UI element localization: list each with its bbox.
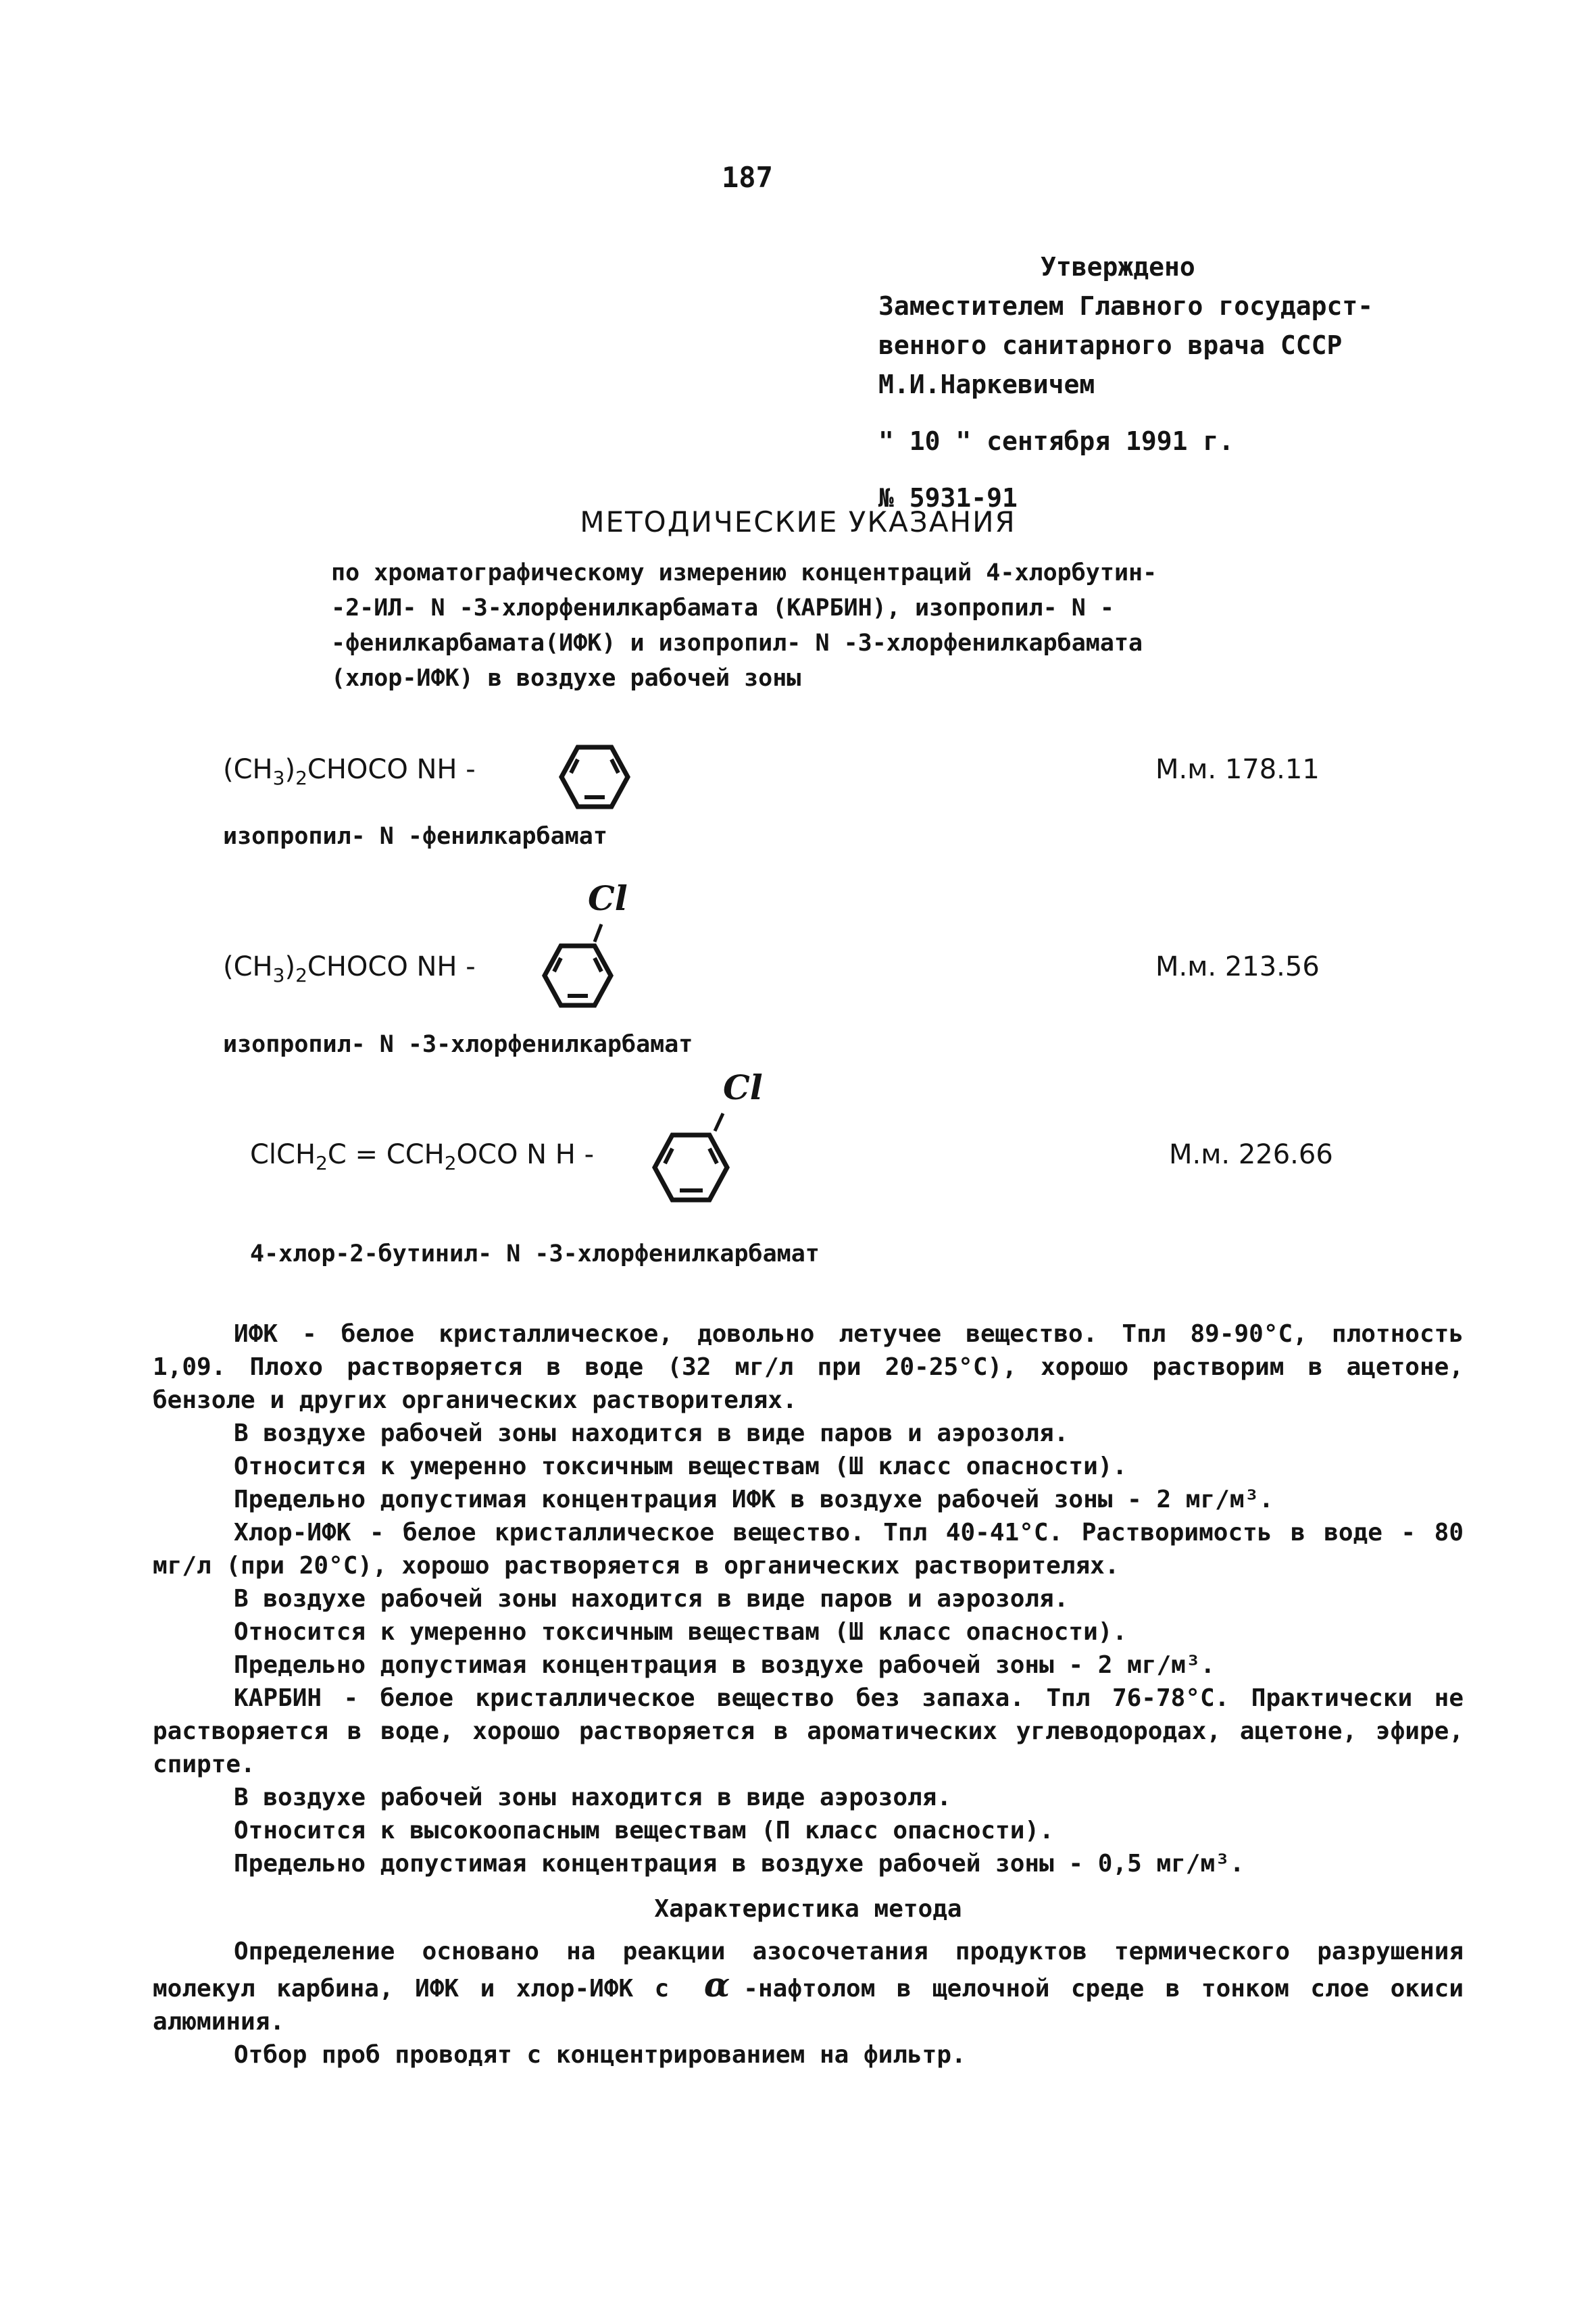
approval-line: М.И.Наркевичем — [878, 370, 1095, 399]
molecular-mass: М.м. 226.66 — [1169, 1139, 1333, 1170]
paragraph: КАРБИН - белое кристаллическое вещество без запаха. Тпл 76-78°С. Практически не растворяется в воде, хорошо растворяется в ароматических углеводородах, ацетоне, эфире, спирте. — [153, 1684, 1464, 1778]
approval-line: Заместителем Главного государст- — [878, 291, 1374, 321]
paragraph: Предельно допустимая концентрация ИФК в воздухе рабочей зоны - 2 мг/м³. — [234, 1486, 1274, 1513]
paragraph: Относится к высокоопасным веществам (П класс опасности). — [234, 1817, 1054, 1844]
chlorobenzene-ring-icon — [534, 919, 649, 1013]
chlorobenzene-ring-icon — [635, 1108, 764, 1209]
molecular-mass: М.м. 213.56 — [1155, 951, 1320, 982]
approval-block — [878, 247, 1487, 518]
approval-date: " 10 " сентября 1991 г. — [878, 426, 1235, 456]
subtitle-line: -2-ИЛ- N -3-хлорфенилкарбамата (КАРБИН), изопропил- N - — [331, 595, 1114, 622]
paragraph: В воздухе рабочей зоны находится в виде паров и аэрозоля. — [234, 1419, 1069, 1447]
paragraph: Предельно допустимая концентрация в воздухе рабочей зоны - 2 мг/м³. — [234, 1651, 1216, 1679]
approval-heading: Утверждено — [1041, 252, 1195, 282]
body-text — [153, 1317, 1464, 2071]
paragraph: Отбор проб проводят с концентрированием на фильтр. — [234, 2041, 966, 2069]
compound-name: изопропил- N -3-хлорфенилкарбамат — [223, 1031, 693, 1058]
chlorine-label: Cl — [723, 1067, 763, 1107]
paragraph: В воздухе рабочей зоны находится в виде аэрозоля. — [234, 1784, 952, 1811]
page-number: 187 — [722, 161, 773, 194]
structural-formula: $(CH_3)_2CHOCO$ NH - — [223, 754, 476, 789]
chlorine-label: Cl — [588, 878, 628, 918]
compound-name: 4-хлор-2-бутинил- N -3-хлорфенилкарбамат — [250, 1240, 820, 1267]
paragraph: Хлор-ИФК - белое кристаллическое вещество. Тпл 40-41°С. Растворимость в воде - 80 мг/л (при 20°С), хорошо растворяется в органических растворителях. — [153, 1519, 1464, 1580]
paragraph: Предельно допустимая концентрация в воздухе рабочей зоны - 0,5 мг/м³. — [234, 1850, 1245, 1878]
approval-number: № 5931-91 — [878, 483, 1018, 513]
molecular-mass: М.м. 178.11 — [1155, 754, 1320, 785]
benzene-ring-icon — [557, 743, 632, 811]
document-subtitle — [331, 555, 1277, 696]
approval-line: венного санитарного врача СССР — [878, 330, 1343, 360]
subtitle-line: -фенилкарбамата(ИФК) и изопропил- N -3-хлорфенилкарбамата — [331, 630, 1143, 657]
paragraph: Относится к умеренно токсичным веществам (Ш класс опасности). — [234, 1618, 1128, 1646]
alpha-symbol: α — [703, 1965, 730, 2005]
paragraph: Определение основано на реакции азосочетания продуктов термического разрушения молекул карбина, ИФК и хлор-ИФК с α -нафтолом в щелочной среде в тонком слое окиси алюминия. — [153, 1938, 1464, 2036]
section-heading: Характеристика метода — [654, 1895, 962, 1923]
paragraph: Относится к умеренно токсичным веществам (Ш класс опасности). — [234, 1453, 1128, 1480]
structural-formula: $(CH_3)_2CHOCO$ NH - — [223, 951, 476, 986]
subtitle-line: (хлор-ИФК) в воздухе рабочей зоны — [331, 665, 801, 692]
paragraph: В воздухе рабочей зоны находится в виде паров и аэрозоля. — [234, 1585, 1069, 1613]
compound-name: изопропил- N -фенилкарбамат — [223, 823, 607, 850]
structural-formula: ClCH$_2$C = $CCH_2OCO$ N H - — [250, 1139, 595, 1174]
subtitle-line: по хроматографическому измерению концентраций 4-хлорбутин- — [331, 559, 1157, 586]
paragraph: ИФК - белое кристаллическое, довольно летучее вещество. Тпл 89-90°С, плотность 1,09. Плохо растворяется в воде (32 мг/л при 20-25°С), хорошо растворим в ацетоне, бензоле и других органических растворителях. — [153, 1320, 1464, 1414]
document-title: МЕТОДИЧЕСКИЕ УКАЗАНИЯ — [580, 505, 1016, 538]
